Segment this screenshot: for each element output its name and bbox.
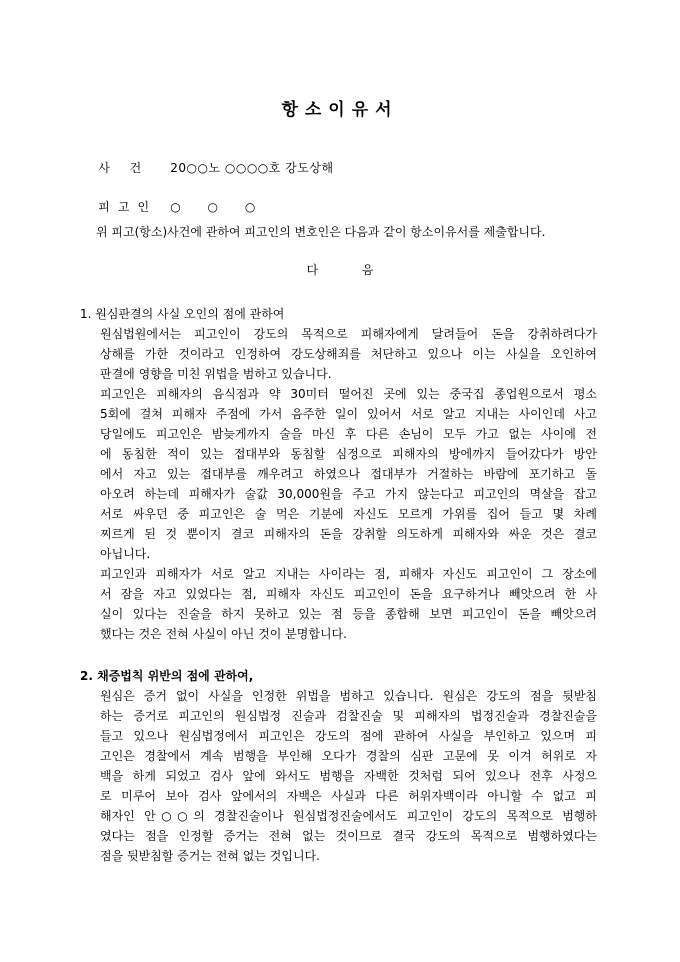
section-1-line: 에서 자고 있는 접대부를 깨우려고 하였으나 접대부가 거절하는 바람에 포기하고 돌	[100, 467, 597, 481]
section-2-line: 원심은 증거 없이 사실을 인정한 위법을 범하고 있습니다. 원심은 강도의 점을 뒷받침	[100, 689, 597, 703]
section-1-line: 원심법원에서는 피고인이 강도의 목적으로 피해자에게 달려들어 돈을 강취하려다가	[100, 327, 597, 341]
section-1-heading: 1. 원심판결의 사실 오인의 점에 관하여	[80, 307, 285, 321]
section-2-line: 들고 있으나 원심법정에서 피고인은 강도의 점에 관하여 사실을 부인하고 있으며 피	[100, 729, 597, 743]
section-1-line: 에 동침한 적이 있는 접대부와 동침할 심정으로 피해자의 방에까지 들어갔다가 방안	[100, 447, 597, 461]
section-1-line: 당일에도 피고인은 밤늦게까지 술을 마신 후 다른 손님이 모두 가고 없는 사이에 전	[100, 427, 597, 441]
defendant-value: ○ ○ ○	[170, 200, 256, 214]
section-2-line: 였다는 점을 인정할 증거는 전혀 없는 것이므로 결국 강도의 목적으로 범행하였다는	[100, 829, 597, 843]
section-heading-main: 다 음	[306, 263, 374, 277]
section-1-line: 5회에 걸쳐 피해자 주점에 가서 음주한 일이 있어서 서로 알고 지내는 사이인데 사고	[100, 407, 597, 421]
section-1-line: 피고인은 피해자의 음식점과 약 30미터 떨어진 곳에 있는 중국집 종업원으로서 평소	[100, 387, 597, 401]
section-2-line: 로 미루어 보아 검사 앞에서의 자백은 사실과 다른 허위자백이라 아니할 수 없고 피	[100, 789, 597, 803]
section-2-line: 하는 증거로 피고인의 원심법정 진술과 검찰진술 및 피해자의 법정진술과 경찰진술을	[100, 709, 597, 723]
section-1-line: 찌르게 된 것 뿐이지 결코 피해자의 돈을 강취할 의도하게 피해자와 싸운 것은 결코	[100, 527, 597, 541]
case-label: 사 건	[98, 161, 150, 175]
section-2-line: 백을 하게 되었고 검사 앞에 와서도 범행을 자백한 것처럼 되어 있으나 전후 사정으	[100, 769, 597, 783]
section-2-line: 점을 뒷받침할 증거는 전혀 없는 것입니다.	[100, 849, 320, 863]
intro-paragraph: 위 피고(항소)사건에 관하여 피고인의 변호인은 다음과 같이 항소이유서를 제출합니다.	[96, 225, 546, 239]
section-1-line: 판결에 영향을 미친 위법을 범하고 있습니다.	[100, 367, 332, 381]
case-value: 20○○노 ○○○○호 강도상해	[170, 161, 334, 175]
section-1-line: 아닙니다.	[100, 547, 151, 561]
section-1-line: 피고인과 피해자가 서로 알고 지내는 사이라는 점, 피해자 자신도 피고인이 그 장소에	[100, 567, 597, 581]
section-2-line: 해자인 안○○의 경찰진술이나 원심법정진술에서도 피고인이 강도의 목적으로 범행하	[100, 809, 597, 823]
defendant-label: 피고인	[98, 200, 158, 214]
section-1-line: 했다는 것은 전혀 사실이 아닌 것이 분명합니다.	[100, 627, 347, 641]
section-1-line: 아오려 하는데 피해자가 술값 30,000원을 주고 가지 않는다고 피고인의 멱살을 잡고	[100, 487, 597, 501]
section-2-heading: 2. 채증법칙 위반의 점에 관하여,	[80, 669, 254, 683]
document-title: 항소이유서	[281, 100, 399, 120]
section-1-line: 상해를 가한 것이라고 인정하여 강도상해죄를 처단하고 있으나 이는 사실을 오인하여	[100, 347, 597, 361]
section-1-line: 서 잠을 자고 있었다는 점, 피해자 자신도 피고인이 돈을 요구하거나 빼앗으려 한 사	[100, 587, 597, 601]
section-1-line: 실이 있다는 진술을 하지 못하고 있는 점 등을 종합해 보면 피고인이 돈을 빼앗으려	[100, 607, 597, 621]
section-1-line: 서로 싸우던 중 피고인은 술 먹은 기분에 자신도 모르게 가위를 집어 들고 몇 차례	[100, 507, 597, 521]
section-2-line: 고인은 경찰에서 계속 범행을 부인해 오다가 경찰의 심판 고문에 못 이겨 허위로 자	[100, 749, 597, 763]
